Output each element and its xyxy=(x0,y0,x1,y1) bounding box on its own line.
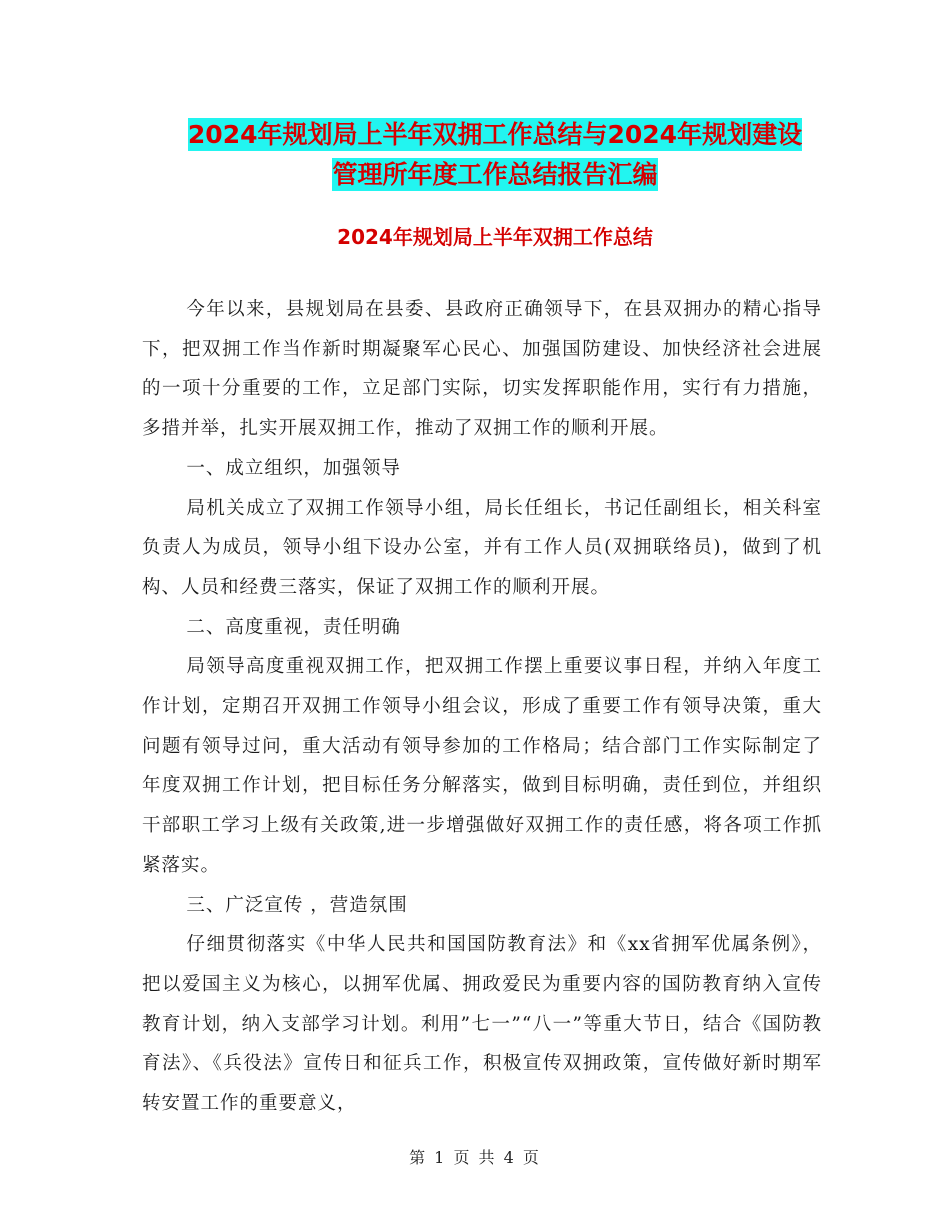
paragraph-3: 仔细贯彻落实《中华人民共和国国防教育法》和《xx省拥军优属条例》，把以爱国主义为核心，以拥军优属、拥政爱民为重要内容的国防教育纳入宣传教育计划，纳入支部学习计划。利用”七一”“八一”等重大节日，结合《国防教育法》、《兵役法》宣传日和征兵工作，积极宣传双拥政策，宣传做好新时期军转安置工作的重要意义， xyxy=(142,934,822,1115)
document-title-text-1: 2024年规划局上半年双拥工作总结与2024年规划建设 xyxy=(187,120,803,149)
document-title-text-2: 管理所年度工作总结报告汇编 xyxy=(332,160,658,189)
page-footer: 第 1 页 共 4 页 xyxy=(409,1148,541,1167)
document-title-line-2 xyxy=(120,150,870,200)
paragraph-2: 局领导高度重视双拥工作，把双拥工作摆上重要议事日程，并纳入年度工作计划，定期召开双拥工作领导小组会议，形成了重要工作有领导决策，重大问题有领导过问，重大活动有领导参加的工作格局；结合部门工作实际制定了年度双拥工作计划，把目标任务分解落实，做到目标明确，责任到位，并组织干部职工学习上级有关政策,进一步增强做好双拥工作的责任感，将各项工作抓紧落实。 xyxy=(142,656,822,876)
heading-2: 二、高度重视，责任明确 xyxy=(186,616,401,638)
section-title: 2024年规划局上半年双拥工作总结 xyxy=(337,225,653,249)
paragraph-1: 局机关成立了双拥工作领导小组，局长任组长，书记任副组长，相关科室负责人为成员，领导小组下设办公室，并有工作人员(双拥联络员)，做到了机构、人员和经费三落实，保证了双拥工作的顺利开展。 xyxy=(142,497,822,598)
heading-1: 一、成立组织，加强领导 xyxy=(186,457,401,479)
document-body xyxy=(142,290,822,1124)
heading-3: 三、广泛宣传 ，营造氛围 xyxy=(186,894,408,916)
paragraph-intro: 今年以来，县规划局在县委、县政府正确领导下，在县双拥办的精心指导下，把双拥工作当作新时期凝聚军心民心、加强国防建设、加快经济社会进展的一项十分重要的工作，立足部门实际，切实发挥职能作用，实行有力措施，多措并举，扎实开展双拥工作，推动了双拥工作的顺利开展。 xyxy=(142,299,822,440)
